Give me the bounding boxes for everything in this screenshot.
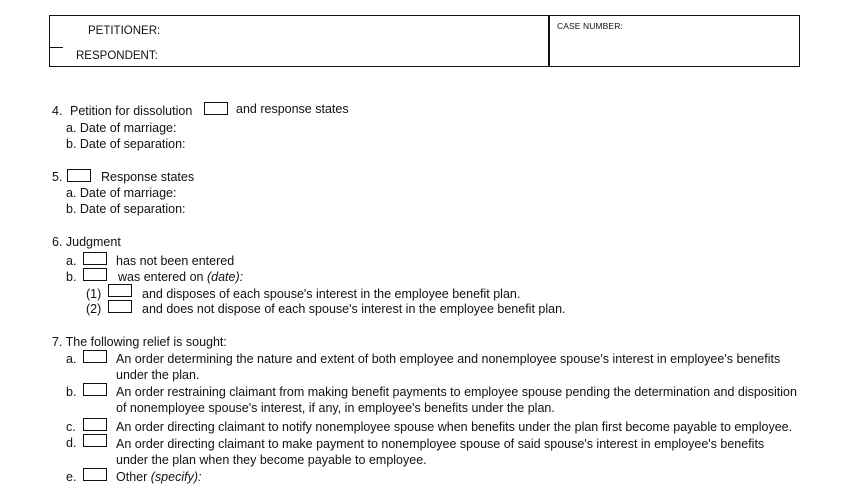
item6-sub2-checkbox[interactable] [108, 300, 132, 313]
item6-sub1-number: (1) [86, 287, 102, 301]
item7-e-specify-italic: (specify): [150, 470, 202, 484]
item4-suffix: and response states [236, 102, 349, 116]
item6-a-checkbox[interactable] [83, 252, 107, 265]
case-number-label: CASE NUMBER: [557, 21, 623, 31]
item7-c-line1: An order directing claimant to notify nonemployee spouse when benefits under the plan first become payable to employee. [116, 420, 793, 434]
item6-b-text [118, 270, 243, 285]
petitioner-label: PETITIONER: [88, 25, 161, 37]
item7-a-checkbox[interactable] [83, 350, 107, 363]
item4-checkbox[interactable] [204, 102, 228, 115]
item4-label: Petition for dissolution [70, 104, 193, 118]
item6-a-text: has not been entered [116, 254, 235, 268]
item7-e-text [116, 470, 201, 485]
item6-sub1-text: and disposes of each spouse's interest in the employee benefit plan. [142, 287, 521, 301]
item7-b-checkbox[interactable] [83, 383, 107, 396]
item7-d-line2: under the plan when they become payable to employee. [116, 453, 427, 467]
item5-label: Response states [101, 170, 195, 184]
item7-label: 7. The following relief is sought: [52, 335, 227, 349]
item7-e-letter: e. [66, 470, 77, 484]
item7-d-checkbox[interactable] [83, 434, 107, 447]
case-header-divider [548, 15, 550, 67]
item6-b-main: was entered on [118, 270, 204, 284]
item6-sub2-number: (2) [86, 302, 102, 316]
item7-a-line2: under the plan. [116, 368, 200, 382]
item5-date-separation: b. Date of separation: [66, 202, 186, 216]
item7-c-checkbox[interactable] [83, 418, 107, 431]
item4-date-marriage: a. Date of marriage: [66, 121, 177, 135]
item7-b-line2: of nonemployee spouse's interest, if any, in employee's benefits under the plan. [116, 401, 555, 415]
item6-sub2-text: and does not dispose of each spouse's interest in the employee benefit plan. [142, 302, 566, 316]
item7-a-line1: An order determining the nature and extent of both employee and nonemployee spouse's interest in employee's benefits [116, 352, 781, 366]
item7-a-letter: a. [66, 352, 77, 366]
item6-label: 6. Judgment [52, 235, 121, 249]
respondent-label: RESPONDENT: [76, 50, 158, 62]
item7-c-letter: c. [66, 420, 76, 434]
item4-number: 4. [52, 104, 63, 118]
item7-e-main: Other [116, 470, 148, 484]
item7-e-checkbox[interactable] [83, 468, 107, 481]
item7-b-letter: b. [66, 385, 77, 399]
header-tick-mark [50, 47, 63, 48]
item6-b-checkbox[interactable] [83, 268, 107, 281]
item7-b-line1: An order restraining claimant from making benefit payments to employee spouse pending the determination and disposition [116, 385, 797, 399]
item5-checkbox[interactable] [67, 169, 91, 182]
item4-date-separation: b. Date of separation: [66, 137, 186, 151]
item6-a-letter: a. [66, 254, 77, 268]
item6-b-date-italic: (date): [206, 270, 244, 284]
item5-number: 5. [52, 170, 63, 184]
item7-d-line1: An order directing claimant to make payment to nonemployee spouse of said spouse's interest in employee's benefits [116, 437, 765, 451]
item6-sub1-checkbox[interactable] [108, 284, 132, 297]
item5-date-marriage: a. Date of marriage: [66, 186, 177, 200]
item7-d-letter: d. [66, 436, 77, 450]
item6-b-letter: b. [66, 270, 77, 284]
case-header-box [49, 15, 800, 67]
